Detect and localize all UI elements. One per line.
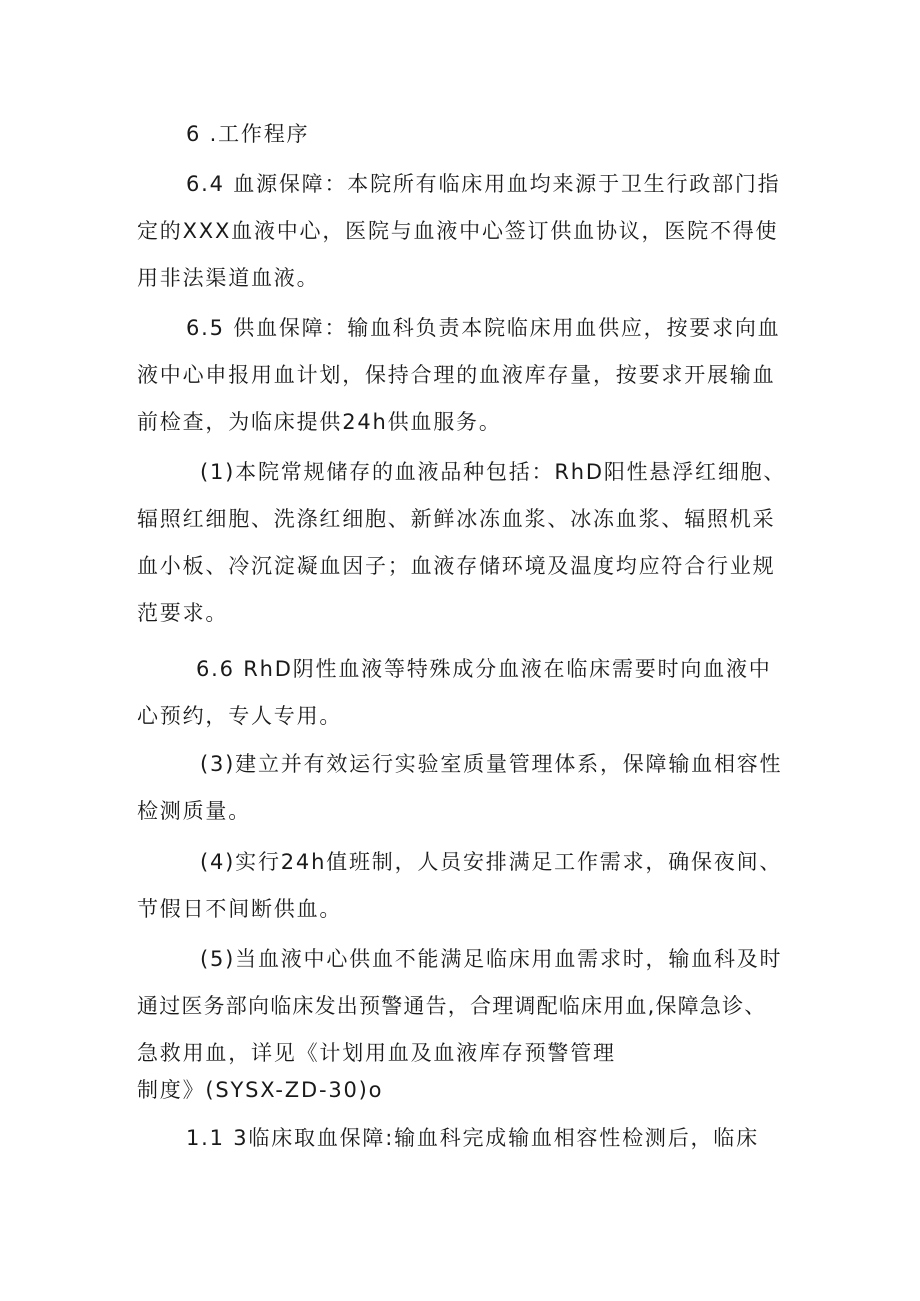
list-item-4-line-2: 节假日不间断供血。 — [137, 897, 343, 921]
list-item-4-line-1: (4)实行24h值班制，人员安排满足工作需求，确保夜间、 — [200, 850, 783, 874]
list-item-5-line-2: 通过医务部向临床发出预警通告，合理调配临床用血,保障急诊、 — [137, 994, 767, 1018]
paragraph-6-4-line-3: 用非法渠道血液。 — [137, 266, 320, 290]
section-heading: 6 .工作程序 — [186, 122, 310, 146]
paragraph-6-6-line-1: 6.6 RhD阴性血液等特殊成分血液在临床需要时向血液中 — [196, 657, 772, 681]
list-item-5-line-4: 制度》(SYSX-ZD-30)o — [137, 1078, 384, 1102]
list-item-1-line-1: (1)本院常规储存的血液品种包括：RhD阳性悬浮红细胞、 — [200, 460, 787, 484]
list-item-5-line-1: (5)当血液中心供血不能满足临床用血需求时，输血科及时 — [200, 947, 783, 971]
list-item-5-line-3: 急救用血，详见《计划用血及血液库存预警管理 — [137, 1041, 616, 1065]
list-item-1-line-3: 血小板、冷沉淀凝血因子；血液存储环境及温度均应符合行业规 — [137, 554, 776, 578]
paragraph-6-4-line-2: 定的XXX血液中心，医院与血液中心签订供血协议，医院不得使 — [137, 219, 779, 243]
list-item-1-line-4: 范要求。 — [137, 601, 229, 625]
paragraph-6-4-line-1: 6.4 血源保障：本院所有临床用血均来源于卫生行政部门指 — [186, 172, 781, 196]
paragraph-6-5-line-3: 前检查，为临床提供24h供血服务。 — [137, 410, 502, 434]
paragraph-1-1-line-1: 1.1 3临床取血保障:输血科完成输血相容性检测后，临床 — [186, 1126, 759, 1150]
paragraph-6-5-line-1: 6.5 供血保障：输血科负责本院临床用血供应，按要求向血 — [186, 316, 781, 340]
list-item-3-line-1: (3)建立并有效运行实验室质量管理体系，保障输血相容性 — [200, 752, 783, 776]
list-item-1-line-2: 辐照红细胞、洗涤红细胞、新鲜冰冻血浆、冰冻血浆、辐照机采 — [137, 507, 776, 531]
paragraph-6-6-line-2: 心预约，专人专用。 — [137, 704, 343, 728]
paragraph-6-5-line-2: 液中心申报用血计划，保持合理的血液库存量，按要求开展输血 — [137, 363, 776, 387]
list-item-3-line-2: 检测质量。 — [137, 799, 251, 823]
